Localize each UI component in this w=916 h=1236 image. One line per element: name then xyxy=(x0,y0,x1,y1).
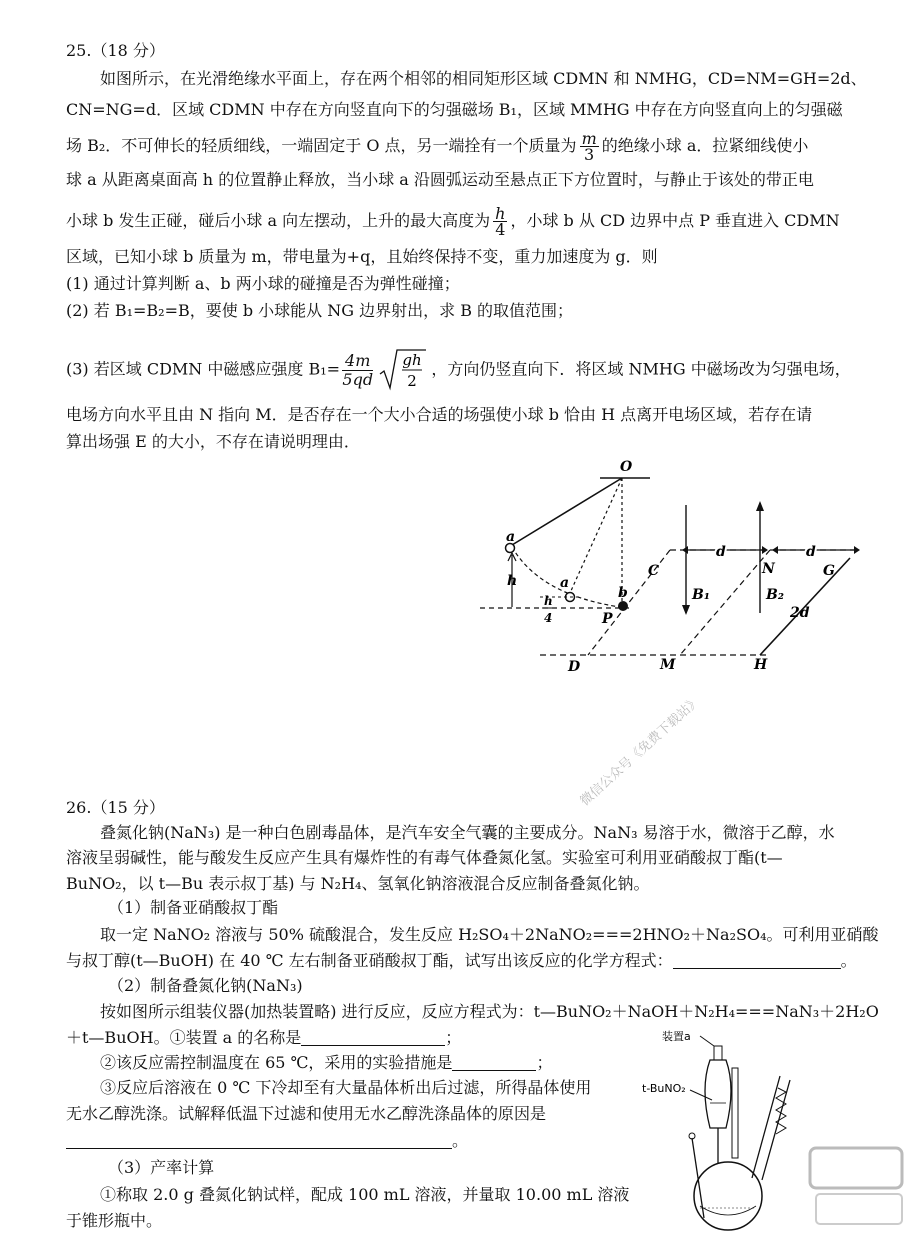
question-26-header: 26.（15 分） xyxy=(66,798,165,817)
label-device-a: 装置a xyxy=(662,1030,691,1043)
answer-blank-equation[interactable] xyxy=(673,952,841,969)
q25-subquestion-2: (2) 若 B₁=B₂=B，要使 b 小球能从 NG 边界射出，求 B 的取值范围； xyxy=(66,301,574,320)
sqrt-gh-over-2 xyxy=(379,348,427,392)
sqrt-symbol xyxy=(379,348,427,392)
string-initial xyxy=(512,478,622,545)
label-b2: B₂ xyxy=(766,587,784,603)
q26-paragraph-8 xyxy=(100,1052,552,1074)
q25-p5-text-a: 小球 b 发生正碰，碰后小球 a 向左摆动，上升的最大高度为 xyxy=(66,211,491,230)
q26-paragraph-2: 溶液呈弱碱性，能与酸发生反应产生具有爆炸性的有毒气体叠氮化氢。实验室可利用亚硝酸叔丁酯(t— xyxy=(66,848,783,867)
sqrt-denominator: 2 xyxy=(407,372,418,390)
q26-p8-end: ； xyxy=(536,1053,553,1072)
q25-paragraph-3 xyxy=(66,131,808,162)
q25-p3-text-a: 场 B₂．不可伸长的轻质细线，一端固定于 O 点，另一端拴有一个质量为 xyxy=(66,136,577,155)
q25-subquestion-3 xyxy=(66,348,851,392)
logo-graphic xyxy=(740,1140,910,1230)
q26-p8-text: ②该反应需控制温度在 65 ℃，采用的实验措施是 xyxy=(100,1053,453,1072)
fraction-4m-over-5qd xyxy=(342,352,373,389)
label-h: h xyxy=(507,573,518,589)
q25-paragraph-6: 区域，已知小球 b 质量为 m，带电量为+q，且始终保持不变，重力加速度为 g．则 xyxy=(66,247,658,266)
label-n: N xyxy=(762,561,775,577)
q26-paragraph-11 xyxy=(66,1130,468,1152)
magnetic-field-diagram xyxy=(470,455,890,685)
q25-p3-text-b: 的绝缘小球 a．拉紧细线使小 xyxy=(601,136,809,155)
site-logo xyxy=(740,1140,910,1230)
label-2d: 2d xyxy=(790,605,810,621)
label-o: O xyxy=(620,459,633,475)
q26-p7-end: ； xyxy=(445,1028,462,1047)
q26-paragraph-1: 叠氮化钠(NaN₃) 是一种白色剧毒晶体，是汽车安全气囊的主要成分。NaN₃ 易溶于水，微溶于乙醇，水 xyxy=(100,823,835,842)
fraction-denominator: 4 xyxy=(495,220,506,239)
label-d-1: d xyxy=(716,544,726,560)
q25-s3-text-a: (3) 若区域 CDMN 中磁感应强度 B₁= xyxy=(66,359,341,379)
question-25-header: 25.（18 分） xyxy=(66,41,165,60)
label-g: G xyxy=(823,563,835,579)
answer-blank-device-name[interactable] xyxy=(301,1029,445,1046)
label-b1: B₁ xyxy=(692,587,710,603)
q26-heading-3: （3）产率计算 xyxy=(108,1158,215,1177)
q26-paragraph-13: 于锥形瓶中。 xyxy=(66,1211,163,1230)
q26-paragraph-7 xyxy=(66,1027,461,1049)
watermark: 微信公众号《免费下载站》 xyxy=(577,693,704,810)
q26-p5-end: 。 xyxy=(840,951,857,970)
dropping-funnel xyxy=(705,1060,731,1128)
fraction-numerator: m xyxy=(581,129,597,148)
label-reagent: t-BuNO₂ xyxy=(642,1082,686,1095)
q26-paragraph-4: 取一定 NaNO₂ 溶液与 50% 硫酸混合，发生反应 H₂SO₄＋2NaNO₂===2HNO₂＋Na₂SO₄。可利用亚硝酸 xyxy=(100,925,879,944)
fraction-h-over-4 xyxy=(493,206,507,237)
fraction-denominator: 5qd xyxy=(342,369,374,389)
string-rebound xyxy=(570,478,622,593)
thermometer xyxy=(692,1138,704,1218)
label-d: D xyxy=(568,659,581,675)
label-d-2: d xyxy=(806,544,816,560)
fraction-denominator: 3 xyxy=(584,145,595,164)
funnel-stopper xyxy=(714,1046,722,1060)
label-b: b xyxy=(618,585,628,601)
q26-heading-1: （1）制备亚硝酸叔丁酯 xyxy=(108,898,279,917)
label-c: C xyxy=(648,563,660,579)
answer-blank-reason[interactable] xyxy=(66,1132,452,1149)
q25-s3-text-b: ，方向仍竖直向下．将区域 NMHG 中磁场改为匀强电场， xyxy=(431,359,851,379)
sqrt-numerator: gh xyxy=(402,351,423,369)
q26-paragraph-3: BuNO₂，以 t—Bu 表示叔丁基) 与 N₂H₄、氢氧化钠溶液混合反应制备叠氮化钠。 xyxy=(66,874,650,893)
label-a-initial: a xyxy=(506,529,516,545)
fraction-numerator: h xyxy=(495,204,506,223)
label-h4-numerator: h xyxy=(544,594,553,608)
q26-p7-text: ＋t—BuOH。①装置 a 的名称是 xyxy=(66,1028,302,1047)
q25-subquestion-3-line-2: 电场方向水平且由 N 指向 M．是否存在一个大小合适的场强使小球 b 恰由 H 点离开电场区域，若存在请 xyxy=(66,405,813,424)
q25-paragraph-5 xyxy=(66,206,840,237)
q26-heading-2: （2）制备叠氮化钠(NaN₃) xyxy=(108,976,303,995)
q26-paragraph-5 xyxy=(66,950,857,972)
q26-paragraph-6: 按如图所示组装仪器(加热装置略) 进行反应，反应方程式为：t—BuNO₂＋NaOH＋N₂H₄===NaN₃＋2H₂O xyxy=(100,1002,879,1021)
q25-paragraph-2: CN=NG=d．区域 CDMN 中存在方向竖直向下的匀强磁场 B₁，区域 MMHG 中存在方向竖直向上的匀强磁 xyxy=(66,100,843,119)
q26-p11-end: 。 xyxy=(452,1131,469,1150)
q26-paragraph-12: ①称取 2.0 g 叠氮化钠试样，配成 100 mL 溶液，并量取 10.00 mL 溶液 xyxy=(100,1185,630,1204)
q26-paragraph-9: ③反应后溶液在 0 ℃ 下冷却至有大量晶体析出后过滤，所得晶体使用 xyxy=(100,1078,592,1097)
label-p: P xyxy=(602,611,613,627)
fraction-m-over-3 xyxy=(580,131,599,162)
label-h-point: H xyxy=(754,657,768,673)
q25-subquestion-1: (1) 通过计算判断 a、b 两小球的碰撞是否为弹性碰撞； xyxy=(66,274,460,293)
fraction-numerator: 4m xyxy=(342,352,373,371)
q26-paragraph-10: 无水乙醇洗涤。试解释低温下过滤和使用无水乙醇洗涤晶体的原因是 xyxy=(66,1104,547,1123)
q25-subquestion-3-line-3: 算出场强 E 的大小，不存在请说明理由． xyxy=(66,432,360,451)
q26-p5-text: 与叔丁醇(t—BuOH) 在 40 ℃ 左右制备亚硝酸叔丁酯，试写出该反应的化学方程式： xyxy=(66,951,673,970)
q25-p5-text-b: ，小球 b 从 CD 边界中点 P 垂直进入 CDMN xyxy=(510,211,840,230)
label-h4-denominator: 4 xyxy=(544,611,553,625)
label-m: M xyxy=(660,657,676,673)
q25-paragraph-4: 球 a 从距离桌面高 h 的位置静止释放，当小球 a 沿圆弧运动至悬点正下方位置时，与静止于该处的带正电 xyxy=(66,170,814,189)
pressure-tube xyxy=(732,1068,738,1158)
q25-paragraph-1: 如图所示，在光滑绝缘水平面上，存在两个相邻的相同矩形区域 CDMN 和 NMHG，CD=NM=GH=2d、 xyxy=(100,69,867,88)
answer-blank-measure[interactable] xyxy=(452,1054,536,1071)
label-a-rebound: a xyxy=(560,575,570,591)
